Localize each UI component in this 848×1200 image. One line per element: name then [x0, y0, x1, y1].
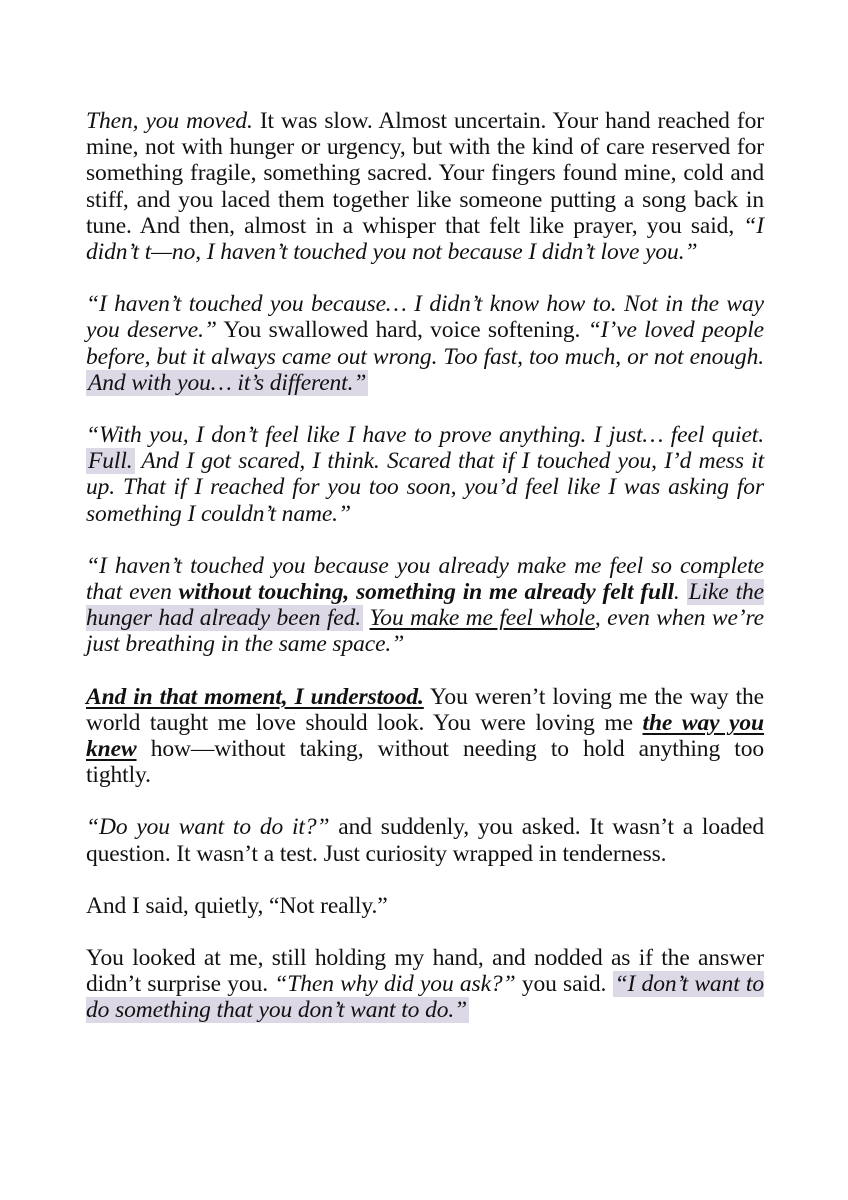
text-segment: and suddenly, you asked. It wasn’t a loaded question. It wasn’t a test. Just curiosity wrapped in tenderness.: [86, 814, 764, 867]
bold-text: without touching, something in me already felt full: [178, 579, 674, 606]
italic-text: “I didn’t t—no, I haven’t touched you not because I didn’t love you.”: [86, 212, 764, 266]
italic-text: , even when we’re just breathing in the same space.”: [86, 605, 764, 658]
paragraph-6: [86, 814, 764, 866]
paragraph-3: [86, 422, 764, 527]
underlined-text: the way you knew: [86, 709, 764, 763]
italic-text: “I’ve loved people before, but it always came out wrong. Too fast, too much, or not enough.: [86, 317, 765, 370]
highlighted-text: Full.: [88, 448, 133, 475]
text-segment: how—without taking, without needing to hold anything too tightly.: [86, 736, 764, 789]
paragraph-8: [86, 945, 764, 1024]
italic-text: “I haven’t touched you because you already make me feel so complete that even: [86, 552, 764, 606]
underlined-text: You make me feel whole: [369, 605, 595, 632]
italic-text: .: [673, 579, 687, 606]
text-segment: You swallowed hard, voice softening.: [216, 317, 588, 344]
paragraph-4: [86, 553, 764, 658]
underlined-text: And in that moment, I understood.: [86, 683, 424, 710]
highlighted-text: Like the hunger had already been fed.: [86, 579, 764, 632]
paragraph-2: [86, 291, 764, 396]
italic-text: Then, you moved.: [86, 108, 253, 134]
text-segment: And I said, quietly, “Not really.”: [86, 892, 388, 919]
italic-text: “I haven’t touched you because… I didn’t know how to. Not in the way you deserve.”: [86, 291, 764, 344]
italic-text: “With you, I don’t feel like I have to prove anything. I just… feel quiet.: [86, 422, 764, 449]
text-segment: It was slow. Almost uncertain. Your hand reached for mine, not with hunger or urgency, but with the kind of care reserved for something fragile, something sacred. Your fingers found mine, cold and stiff, and you laced them together like someone putting a song back in tune. And then, almost in a whisper that felt like prayer, you said,: [86, 108, 764, 239]
text-segment: You looked at me, still holding my hand, and nodded as if the answer didn’t surprise you.: [86, 945, 764, 998]
italic-text: “Do you want to do it?”: [86, 814, 330, 841]
text-body: [86, 108, 764, 1024]
paragraph-5: [86, 684, 764, 789]
italic-text: “Then why did you ask?”: [274, 971, 516, 998]
italic-text: And I got scared, I think. Scared that if I touched you, I’d mess it up. That if I reached for you too soon, you’d feel like I was asking for something I couldn’t name.”: [86, 448, 764, 527]
highlighted-text: “I don’t want to do something that you don’t want to do.”: [86, 971, 764, 1024]
highlighted-text: And with you… it’s different.”: [88, 369, 367, 396]
text-segment: You weren’t loving me the way the world taught me love should look. You were loving me: [86, 683, 764, 736]
text-segment: you said.: [515, 971, 613, 998]
paragraph-1: [86, 108, 764, 265]
paragraph-7: [86, 893, 764, 919]
